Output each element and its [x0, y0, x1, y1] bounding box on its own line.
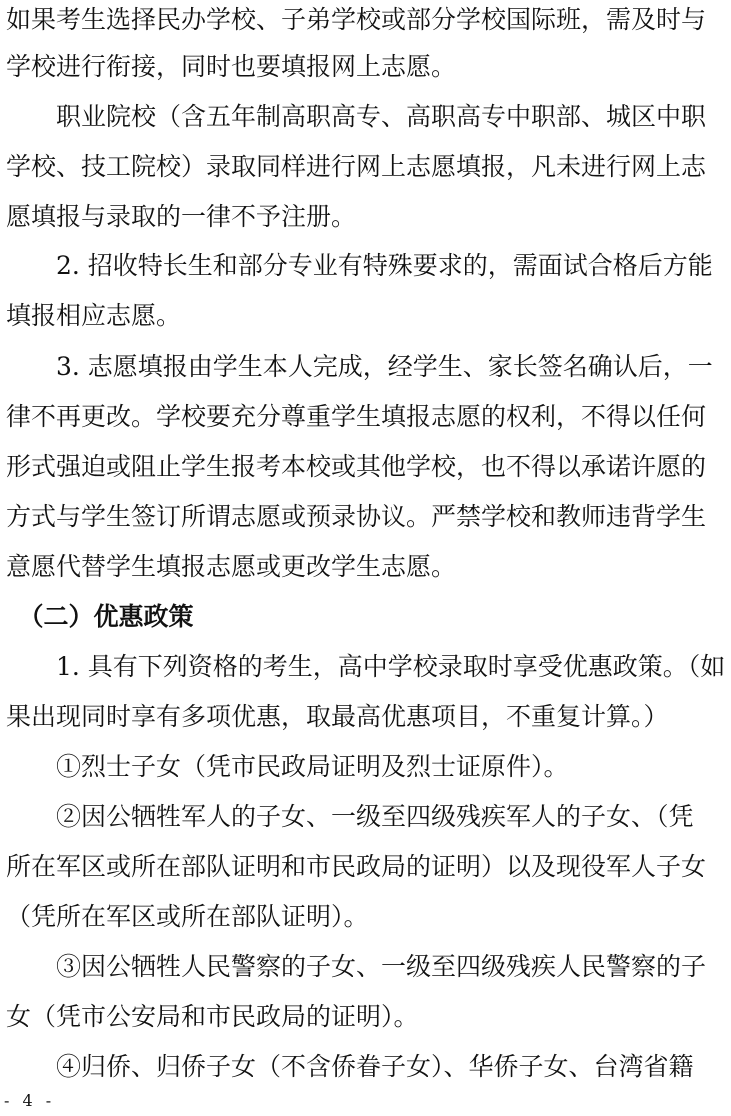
body-text-line: 填报相应志愿。 [6, 301, 182, 330]
page-number: - 4 - [4, 1091, 56, 1110]
body-text-line: 2. 招收特长生和部分专业有特殊要求的，需面试合格后方能 [6, 251, 713, 280]
body-text-line: ②因公牺牲军人的子女、一级至四级残疾军人的子女、（凭 [6, 802, 694, 831]
body-text-line: 律不再更改。学校要充分尊重学生填报志愿的权利，不得以任何 [6, 402, 707, 431]
body-text-line: ③因公牺牲人民警察的子女、一级至四级残疾人民警察的子 [6, 952, 707, 981]
body-text-line: 方式与学生签订所谓志愿或预录协议。严禁学校和教师违背学生 [6, 502, 707, 531]
body-text-line: 意愿代替学生填报志愿或更改学生志愿。 [6, 552, 457, 581]
body-text-line: 所在军区或所在部队证明和市民政局的证明）以及现役军人子女 [6, 852, 707, 881]
body-text-line: 愿填报与录取的一律不予注册。 [6, 202, 357, 231]
body-text-line: 果出现同时享有多项优惠，取最高优惠项目，不重复计算。） [6, 702, 669, 731]
section-heading: （二）优惠政策 [6, 602, 194, 631]
body-text-line: 学校、技工院校）录取同样进行网上志愿填报，凡未进行网上志 [6, 152, 707, 181]
body-text-line: ④归侨、归侨子女（不含侨眷子女）、华侨子女、台湾省籍 [6, 1052, 694, 1081]
body-text-line: 女（凭市公安局和市民政局的证明）。 [6, 1002, 419, 1031]
body-text-line: ①烈士子女（凭市民政局证明及烈士证原件）。 [6, 752, 569, 781]
body-text-line: 职业院校（含五年制高职高专、高职高专中职部、城区中职 [6, 102, 707, 131]
body-text-line: 1. 具有下列资格的考生，高中学校录取时享受优惠政策。（如 [6, 652, 726, 681]
body-text-line: 学校进行衔接，同时也要填报网上志愿。 [6, 52, 457, 81]
body-text-line: 3. 志愿填报由学生本人完成，经学生、家长签名确认后，一 [6, 352, 713, 381]
body-text-line: 如果考生选择民办学校、子弟学校或部分学校国际班，需及时与 [6, 5, 707, 34]
body-text-line: 形式强迫或阻止学生报考本校或其他学校，也不得以承诺许愿的 [6, 452, 707, 481]
body-text-line: （凭所在军区或所在部队证明）。 [6, 902, 369, 931]
